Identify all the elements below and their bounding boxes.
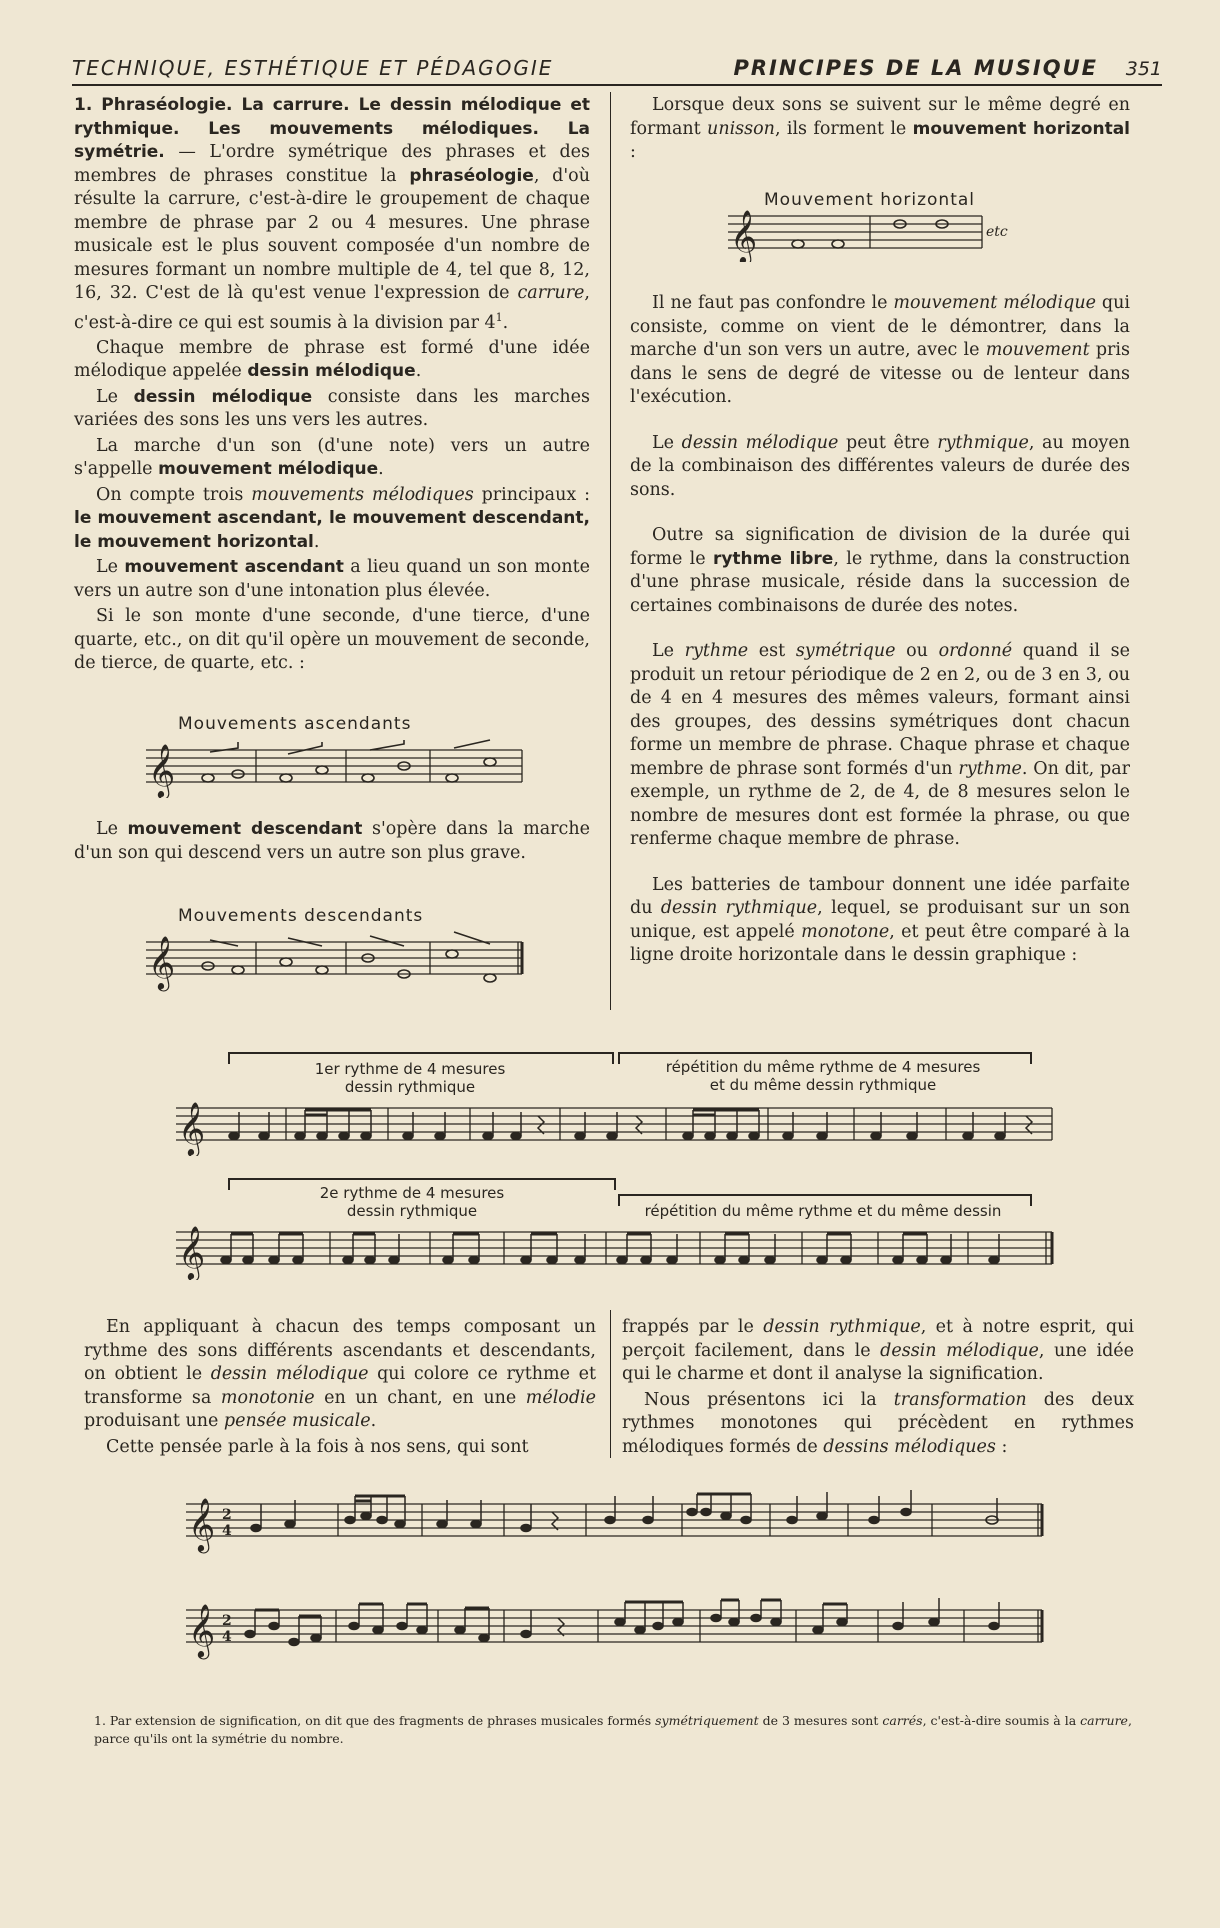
svg-text:𝄞: 𝄞 — [178, 1225, 206, 1279]
etc-label: etc — [986, 224, 1008, 240]
bottom-left-column — [84, 1316, 596, 1461]
left-column — [74, 94, 590, 678]
svg-text:𝄞: 𝄞 — [178, 1101, 206, 1155]
right-column-lower — [630, 292, 1130, 970]
staff-ascending — [146, 738, 526, 798]
staff-melody-1 — [186, 1490, 1046, 1554]
column-divider-bottom — [610, 1310, 611, 1458]
footnote: 1. Par extension de signification, on dit que des fragments de phrases musicales formés symétriquement de 3 mesures sont carrés, c'est-à-dire soumis à la carrure, parce qu'ils ont la symétrie du nombre. — [94, 1713, 1132, 1746]
paragraph-confondre: Il ne faut pas confondre le mouvement mélodique qui consiste, comme on vient de le démontrer, dans la marche d'un son vers un autre, avec le mouvement pris dans le sens de degré de vitesse ou de lenteur dans l'exécution. — [630, 293, 1130, 407]
staff-descending — [146, 930, 526, 994]
time-signature-bottom-2: 4 — [222, 1629, 232, 1645]
paragraph-appliquant: En appliquant à chacun des temps composant un rythme des sons différents ascendants et descendants, on obtient le dessin mélodique qui colore ce rythme et transforme sa monotonie en un chant, en une mélodie produisant une pensée musicale. — [84, 1317, 596, 1431]
paragraph-marche: La marche d'un son (d'une note) vers un autre s'appelle mouvement mélodique. — [74, 435, 590, 480]
svg-text:𝄞: 𝄞 — [188, 1603, 216, 1657]
svg-text:𝄞: 𝄞 — [148, 935, 176, 989]
running-header — [72, 50, 1162, 86]
paragraph-batteries: Les batteries de tambour donnent une idée parfaite du dessin rythmique, lequel, se produisant sur un son unique, est appelé monotone, et peut être comparé à la ligne droite horizontale dans le dessin graphique : — [630, 874, 1130, 965]
caption-repetition-1: répétition du même rythme de 4 mesures et du même dessin rythmique — [665, 1058, 981, 1094]
staff-melody-2 — [186, 1596, 1046, 1666]
column-divider — [610, 92, 611, 1010]
paragraph-ascendant: Le mouvement ascendant a lieu quand un son monte vers un autre son d'une intonation plus élevée. — [74, 557, 590, 601]
paragraph-phraseologie: 1. Phraséologie. La carrure. Le dessin mélodique et rythmique. Les mouvements mélodiques. La symétrie. — L'ordre symétrique des phrases et des membres de phrases constitue la phraséologie, d'où résulte la carrure, c'est-à-dire le groupement de chaque membre de phrase par 2 ou 4 mesures. Une phrase musicale est le plus souvent composée d'un nombre de mesures formant un nombre multiple de 4, tel que 8, 12, 16, 32. C'est de là qu'est venue l'expression de carrure, c'est-à-dire ce qui est soumis à la division par $4^1$. — [74, 95, 590, 333]
right-column — [630, 94, 1130, 167]
paragraph-frappes: frappés par le dessin rythmique, et à notre esprit, qui perçoit facilement, dans le dessin mélodique, une idée qui le charme et dont il analyse la signification. — [622, 1317, 1134, 1384]
paragraph-membre: Chaque membre de phrase est formé d'une idée mélodique appelée dessin mélodique. — [74, 337, 590, 382]
paragraph-unisson: Lorsque deux sons se suivent sur le même degré en formant unisson, ils forment le mouvement horizontal : — [630, 95, 1131, 162]
header-right-title: PRINCIPES DE LA MUSIQUE — [733, 56, 1098, 80]
staff-rhythm-1 — [176, 1094, 1056, 1156]
paragraph-presentons: Nous présentons ici la transformation des deux rythmes monotones qui précèdent en rythmes mélodiques formés de dessins mélodiques : — [622, 1389, 1134, 1457]
bottom-right-column — [622, 1316, 1134, 1461]
label-mouvements-descendants: Mouvements descendants — [178, 906, 424, 926]
paragraph-dessin: Le dessin mélodique consiste dans les marches variées des sons les uns vers les autres. — [74, 386, 590, 431]
svg-text:𝄞: 𝄞 — [730, 209, 758, 262]
caption-rythme-1: 1er rythme de 4 mesures dessin rythmique — [314, 1060, 506, 1096]
label-mouvement-horizontal: Mouvement horizontal — [764, 190, 976, 210]
staff-rhythm-2 — [176, 1218, 1056, 1280]
paragraph-descendant: Le mouvement descendant s'opère dans la marche d'un son qui descend vers un autre son plus grave. — [74, 819, 590, 863]
header-left-title: TECHNIQUE, ESTHÉTIQUE ET PÉDAGOGIE — [72, 56, 554, 80]
caption-repetition-2: répétition du même rythme et du même dessin — [644, 1202, 1002, 1220]
svg-text:𝄞: 𝄞 — [148, 743, 176, 797]
paragraph-cette-pensee: Cette pensée parle à la fois à nos sens, qui sont — [106, 1436, 529, 1457]
staff-horizontal — [728, 206, 1018, 262]
time-signature-top: 2 — [222, 1507, 232, 1523]
paragraph-descendant-block — [74, 818, 590, 867]
paragraph-dessin-rythmique: Le dessin mélodique peut être rythmique, au moyen de la combinaison des différentes valeurs de durée des sons. — [630, 432, 1130, 500]
caption-rythme-2: 2e rythme de 4 mesures dessin rythmique — [319, 1184, 505, 1220]
time-signature-bottom: 4 — [222, 1523, 232, 1539]
paragraph-trois-mouvements: On compte trois mouvements mélodiques principaux : le mouvement ascendant, le mouvement descendant, le mouvement horizontal. — [74, 484, 590, 552]
label-mouvements-ascendants: Mouvements ascendants — [178, 714, 412, 734]
time-signature-top-2: 2 — [222, 1613, 232, 1629]
page-number: 351 — [1125, 58, 1162, 80]
svg-text:𝄞: 𝄞 — [188, 1497, 216, 1551]
paragraph-intervalles: Si le son monte d'une seconde, d'une tierce, d'une quarte, etc., on dit qu'il opère un mouvement de seconde, de tierce, de quarte, etc. : — [74, 606, 590, 674]
paragraph-rythme-libre: Outre sa signification de division de la durée qui forme le rythme libre, le rythme, dans la construction d'une phrase musicale, réside dans la succession de certaines combinaisons de durée des notes. — [630, 525, 1130, 616]
paragraph-rythme-symetrique: Le rythme est symétrique ou ordonné quand il se produit un retour périodique de 2 en 2, ou de 3 en 3, ou de 4 en 4 mesures des mêmes valeurs, formant ainsi des groupes, des dessins symétriques dont chacun forme un membre de phrase. Chaque phrase et chaque membre de phrase sont formés d'un rythme. On dit, par exemple, un rythme de 2, de 4, de 8 mesures selon le nombre de mesures dont est formée la phrase, ou que renferme chaque membre de phrase. — [630, 641, 1131, 849]
